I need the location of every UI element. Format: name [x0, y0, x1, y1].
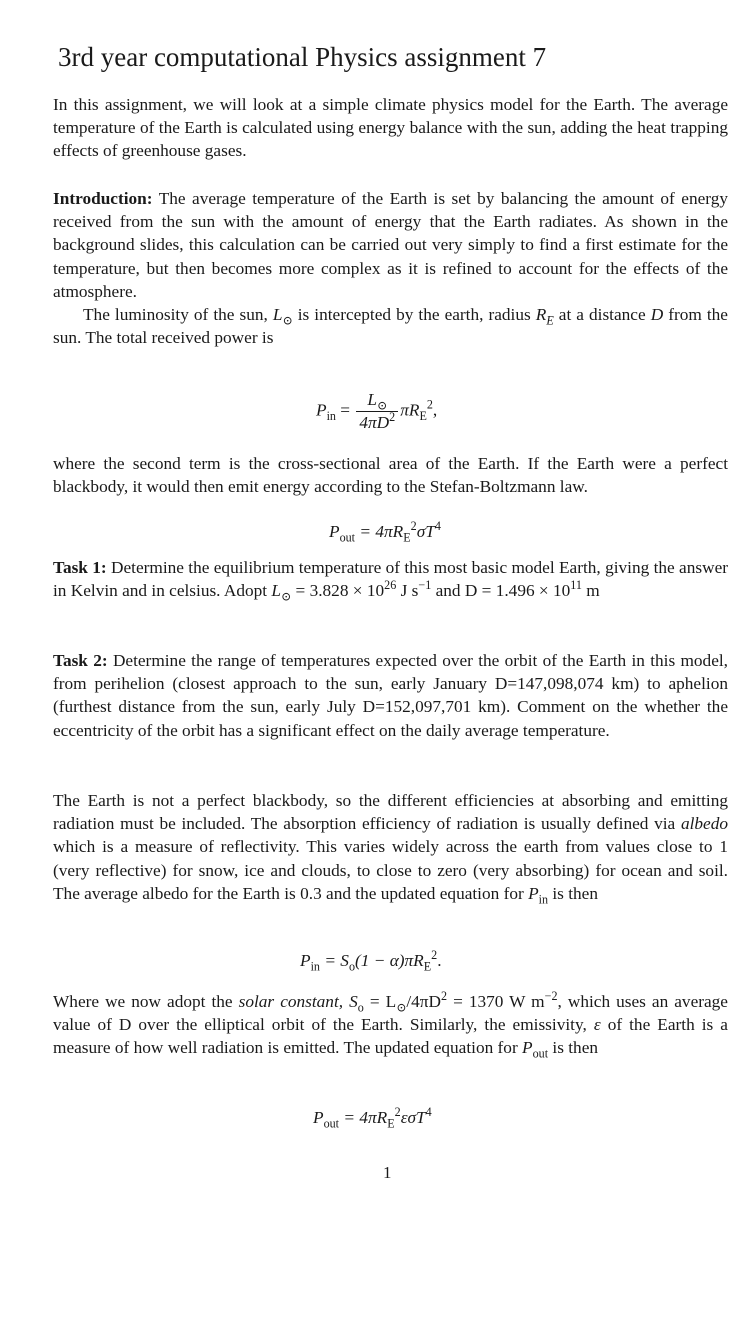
eq4-rhs-sub: E [387, 1116, 395, 1131]
luminosity-text-3: at a distance [558, 305, 646, 325]
luminosity-text-4: from the sun. The total received power is [53, 305, 728, 348]
eq3-lhs: P [300, 951, 311, 970]
solar-constant-word: solar constant, [238, 992, 344, 1011]
task1-l-exp: 26 [384, 578, 397, 593]
eq2-rhs-sub: E [403, 530, 411, 545]
eq3-rhs-mid-sup: 2 [431, 948, 438, 963]
task1-text: Determine the equilibrium temperature of this most basic model Earth, giving the answer in Kelvin and in celsius. Adopt [53, 558, 728, 601]
equation-pin-2: $P_{in} = S_o(1 - \alpha)\pi R_E^2$. [300, 948, 442, 974]
eq1-tail: πR [400, 400, 420, 420]
eq4-rhs-tail: εσT [400, 1108, 426, 1127]
task1-l-unit-exp: −1 [418, 578, 432, 593]
eq2-lhs: P [329, 522, 340, 541]
eq2-rhs-tail-sup: 4 [434, 519, 441, 534]
eq4-rhs: = 4πR [343, 1108, 388, 1127]
task1-section: Task 1: Determine the equilibrium temperature of this most basic model Earth, giving the answer in Kelvin and in celsius. Adopt $L_⊙ = 3.828 \times 10^{26}$ J $s^{-1}$ and $D = 1.496 \times 10^{11}$ m [53, 558, 728, 604]
solar-formula-mid: /4πD [406, 992, 441, 1011]
solar-constant-paragraph: Where we now adopt the solar constant, $S_o = L_⊙/4\pi D^2 = 1370$ W $m^{-2}$, which uses an average value of D over the elliptical orbit of the Earth. Similarly, the emissivity, ε of the Earth is a measure of how well radiation is emitted. The updated equation for $P_{out}$ is then [53, 989, 728, 1061]
equation-pout-1 [329, 520, 441, 543]
luminosity-paragraph: The luminosity of the sun, $L_⊙$ is intercepted by the earth, radius $R_E$ at a distance D from the sun. The total received power is [53, 305, 728, 348]
task1-d-exp: 11 [570, 578, 582, 593]
eq1-tail-sup: 2 [426, 397, 433, 412]
luminosity-text-1: The luminosity of the sun, [83, 305, 268, 325]
eq3-lhs-sub: in [310, 959, 320, 974]
page-title: 3rd year computational Physics assignment 7 [58, 42, 547, 72]
eq3-rhs-mid: (1 − α)πR [355, 951, 424, 970]
luminosity-text-2: is intercepted by the earth, radius [297, 305, 531, 325]
solar-formula-value-exp: −2 [544, 989, 558, 1004]
introduction-heading: Introduction: [53, 189, 153, 208]
eq1-tail-sub: E [419, 408, 427, 423]
introduction-section [53, 187, 728, 349]
task1-d-unit: m [586, 581, 600, 601]
eq1-fraction: $\frac{L_⊙}{4\pi D^2}$ [356, 390, 398, 433]
eq1-lhs: P [316, 400, 327, 420]
task1-and: and [435, 581, 461, 601]
albedo-text-end: is then [552, 883, 598, 903]
task2-heading: Task 2: [53, 651, 108, 670]
task1-heading: Task 1: [53, 558, 107, 577]
eq4-rhs-tail-sup: 4 [425, 1105, 432, 1120]
task1-l-value: = 3.828 × 10 [295, 581, 385, 601]
eq2-rhs-sup: 2 [410, 519, 417, 534]
task2-section [53, 649, 728, 742]
solar-formula-value: = 1370 W m [453, 992, 545, 1011]
task1-l-unit: J s [400, 581, 419, 601]
albedo-paragraph: The Earth is not a perfect blackbody, so the different efficiencies at absorbing and emitting radiation must be included. The absorption efficiency of radiation is usually defined via albedo which is a measure of reflectivity. This varies widely across the earth from values close to 1 (very reflective) for snow, ice and clouds, to close to zero (very absorbing) for ocean and soil. The average albedo for the Earth is 0.3 and the updated equation for $P_{in}$ is then [53, 791, 728, 907]
task1-d-value: D = 1.496 × 10 [464, 581, 571, 601]
blackbody-paragraph: where the second term is the cross-sectional area of the Earth. If the Earth were a perfect blackbody, it would then emit energy according to the Stefan-Boltzmann law. [53, 454, 728, 497]
introduction-text: The average temperature of the Earth is set by balancing the amount of energy received from the sun with the amount of energy that the Earth radiates. As shown in the background slides, this calculation can be carried out very simply to find a first estimate for the temperature, but then becomes more complex as it is refined to account for the effects of the atmosphere. [53, 189, 728, 301]
eq1-lhs-sub: in [326, 408, 336, 423]
eq4-rhs-sup: 2 [394, 1105, 401, 1120]
eq2-rhs-tail: σT [416, 522, 435, 541]
eq1-denominator: 4πD [359, 413, 390, 432]
eq3-rhs-sub: o [348, 959, 355, 974]
eq4-lhs: P [313, 1108, 324, 1127]
task2-text: Determine the range of temperatures expected over the orbit of the Earth in this model, from perihelion (closest approach to the sun, early January D=147,098,074 km) to aphelion (furthest distance from the sun, early July D=152,097,701 km). Comment on the whether the eccentricity of the orbit has a significant effect on the daily average temperature. [53, 651, 728, 740]
equation-pin-1: $P_{in}$ = $\frac{L_⊙}{4\pi D^2}$ $\pi R_E^2$, [316, 390, 438, 432]
solar-text-post: , which uses an average value of D over the elliptical orbit of the Earth. Similarly, the emissivity, [53, 992, 728, 1035]
albedo-text-post: which is a measure of reflectivity. This varies widely across the earth from values close to 1 (very reflective) for snow, ice and clouds, to close to zero (very absorbing) for ocean and soil. The average albedo for the Earth is 0.3 and the updated equation for [53, 837, 728, 903]
solar-formula: = L [369, 992, 397, 1011]
eq2-lhs-sub: out [339, 530, 356, 545]
eq1-numerator: L [367, 390, 378, 409]
eq3-rhs: = S [324, 951, 349, 970]
solar-text-end: is then [552, 1038, 599, 1058]
page-number: 1 [383, 1163, 392, 1182]
eq4-lhs-sub: out [323, 1116, 340, 1131]
albedo-text-pre: The Earth is not a perfect blackbody, so the different efficiencies at absorbing and emitting radiation must be included. The absorption efficiency of radiation is usually defined via [53, 791, 728, 834]
intro-paragraph: In this assignment, we will look at a simple climate physics model for the Earth. The average temperature of the Earth is calculated using energy balance with the sun, adding the heat trapping effects of greenhouse gases. [53, 95, 728, 161]
solar-text-post2: of the Earth is a measure of how well radiation is emitted. The updated equation for [53, 1015, 728, 1058]
eq2-rhs: = 4πR [359, 522, 404, 541]
solar-text-pre: Where we now adopt the [53, 992, 233, 1011]
albedo-word: albedo [680, 814, 728, 834]
eq3-rhs-mid-sub: E [423, 959, 432, 974]
equation-pout-2 [313, 1106, 432, 1129]
